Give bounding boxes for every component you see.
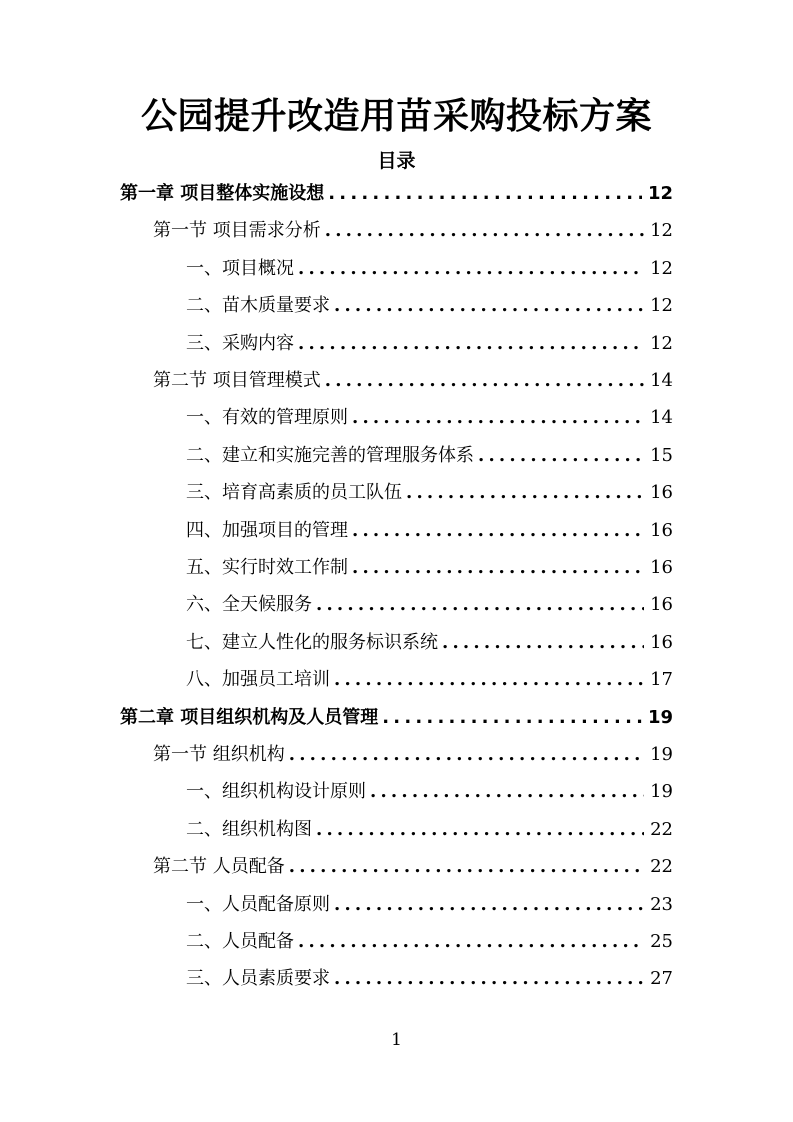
toc-leader-dots — [334, 960, 644, 997]
toc-leader-dots — [289, 736, 644, 773]
toc-leader-dots — [334, 287, 644, 324]
toc-entry[interactable] — [186, 512, 673, 549]
toc-entry-page: 12 — [650, 332, 673, 354]
toc-entry[interactable] — [186, 549, 673, 586]
toc-leader-dots — [316, 586, 644, 623]
toc-leader-dots — [298, 923, 644, 960]
toc-entry-page: 17 — [650, 669, 673, 691]
toc-entry-title: 一、项目概况 — [186, 257, 294, 279]
toc-leader-dots — [334, 661, 644, 698]
toc-entry[interactable] — [186, 923, 673, 960]
toc-entry-title: 三、人员素质要求 — [186, 968, 330, 990]
toc-entry-page: 19 — [647, 706, 673, 728]
toc-entry-title: 第一节 组织机构 — [153, 744, 285, 765]
toc-entry[interactable] — [120, 699, 673, 736]
toc-entry-page: 22 — [650, 818, 673, 840]
toc-leader-dots — [352, 549, 644, 586]
document-title: 公园提升改造用苗采购投标方案 — [140, 96, 652, 137]
toc-entry-page: 12 — [650, 220, 673, 242]
toc-entry-page: 16 — [650, 631, 673, 653]
toc-entry-title: 一、人员配备原则 — [186, 893, 330, 915]
toc-leader-dots — [442, 624, 644, 661]
toc-leader-dots — [298, 325, 644, 362]
toc-leader-dots — [370, 773, 644, 810]
toc-entry-title: 二、苗木质量要求 — [186, 295, 330, 317]
toc-entry[interactable] — [186, 474, 673, 511]
toc-entry[interactable] — [186, 586, 673, 623]
toc-entry[interactable] — [186, 661, 673, 698]
toc-entry[interactable] — [153, 736, 673, 773]
toc-entry-title: 第二节 项目管理模式 — [153, 370, 321, 391]
toc-entry-page: 19 — [650, 781, 673, 803]
toc-entry[interactable] — [186, 399, 673, 436]
toc-entry-page: 25 — [650, 931, 673, 952]
toc-entry-page: 19 — [650, 744, 673, 765]
toc-entry-page: 12 — [650, 295, 673, 317]
toc-leader-dots — [328, 175, 642, 212]
toc-leader-dots — [382, 699, 642, 736]
toc-leader-dots — [478, 437, 644, 474]
toc-entry-page: 23 — [650, 893, 673, 915]
toc-entry-page: 16 — [650, 519, 673, 541]
toc-entry[interactable] — [186, 773, 673, 810]
toc-entry-page: 22 — [650, 856, 673, 878]
toc-leader-dots — [325, 212, 644, 249]
toc-heading: 目录 — [377, 150, 416, 172]
toc-entry-page: 16 — [650, 557, 673, 578]
toc-entry-title: 二、组织机构图 — [186, 818, 312, 840]
toc-entry-title: 第二章 项目组织机构及人员管理 — [120, 706, 379, 728]
toc-leader-dots — [352, 512, 644, 549]
toc-entry-page: 16 — [650, 482, 673, 504]
toc-entry-title: 三、采购内容 — [186, 332, 294, 354]
toc-entry[interactable] — [186, 811, 673, 848]
toc-leader-dots — [316, 811, 644, 848]
toc-entry[interactable] — [186, 437, 673, 474]
toc-leader-dots — [325, 362, 644, 399]
toc-entry-title: 二、人员配备 — [186, 931, 294, 952]
toc-entry[interactable] — [186, 624, 673, 661]
toc-leader-dots — [289, 848, 644, 885]
toc-entry-title: 三、培育高素质的员工队伍 — [186, 482, 402, 504]
toc-entry-title: 第一章 项目整体实施设想 — [120, 183, 325, 204]
toc-entry-page: 15 — [650, 444, 673, 466]
toc-entry[interactable] — [153, 848, 673, 885]
toc-entry-title: 第一节 项目需求分析 — [153, 220, 321, 242]
toc-leader-dots — [352, 399, 644, 436]
toc-entry-page: 27 — [650, 968, 673, 990]
toc-entry-page: 16 — [650, 594, 673, 616]
toc-entry-title: 八、加强员工培训 — [186, 669, 330, 691]
toc-entry[interactable] — [186, 325, 673, 362]
toc-entry[interactable] — [120, 175, 673, 212]
toc-entry-title: 六、全天候服务 — [186, 594, 312, 616]
toc-entry[interactable] — [186, 960, 673, 997]
toc-entry-title: 一、有效的管理原则 — [186, 407, 348, 429]
toc-entry-title: 五、实行时效工作制 — [186, 557, 348, 578]
toc-entry[interactable] — [153, 212, 673, 249]
toc-entry-title: 四、加强项目的管理 — [186, 519, 348, 541]
toc-entry-page: 12 — [650, 257, 673, 279]
toc-entry-title: 七、建立人性化的服务标识系统 — [186, 631, 438, 653]
toc-leader-dots — [406, 474, 644, 511]
toc-entry-page: 14 — [650, 407, 673, 429]
toc-entry-title: 二、建立和实施完善的管理服务体系 — [186, 444, 474, 466]
toc-entry[interactable] — [186, 886, 673, 923]
toc-entry[interactable] — [186, 287, 673, 324]
toc-entry-title: 第二节 人员配备 — [153, 856, 285, 878]
toc-entry-page: 12 — [647, 183, 673, 204]
toc-entry[interactable] — [153, 362, 673, 399]
page-number: 1 — [391, 1030, 402, 1050]
toc-entry-page: 14 — [650, 370, 673, 391]
toc-leader-dots — [334, 886, 644, 923]
toc-leader-dots — [298, 250, 644, 287]
toc-entry[interactable] — [186, 250, 673, 287]
toc-entry-title: 一、组织机构设计原则 — [186, 781, 366, 803]
